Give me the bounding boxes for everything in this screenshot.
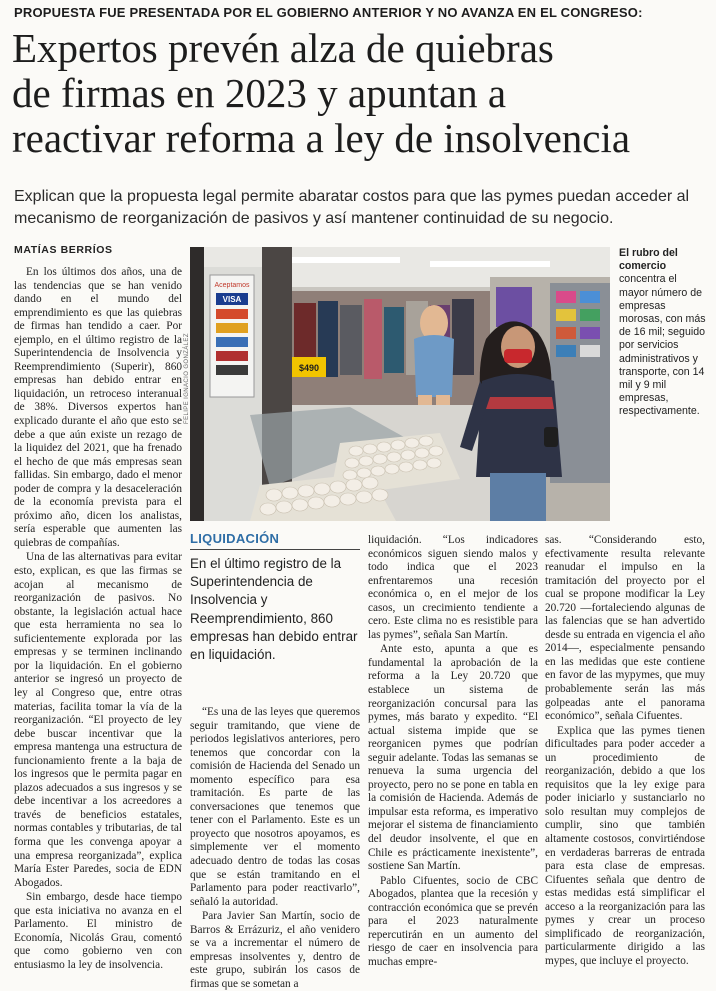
article-column-4 (545, 534, 705, 969)
paragraph: Ante esto, apunta a que es fundamental la aprobación de la reforma a la Ley 20.720 que establece un sistema de reorganización concursal para las pymes, más barato y expedito. “El actual sistema impide que se reorganicen pymes que podrían seguir adelante. Todas las semanas se renueva la suma urgencia del proyecto, pero no se pone en tabla en la comisión de Hacienda. Además de impulsar esta reforma, es imperativo mejorar el sistema de financiamiento del deudor insolvente, el que en Chile es prácticamente inexistente”, sostiene San Martín. (368, 643, 538, 873)
article-column-3 (368, 534, 538, 970)
paragraph: sas. “Considerando esto, efectivamente resulta relevante reanudar el impulso en la tramitación del proyecto por el cual se propone modificar la Ley 20.720 —fortaleciendo algunas de las falencias que se han advertido desde su entrada en vigencia el año 2014—, especialmente pensando en las medidas que este contiene en favor de las mypymes, que muy probablemente serán las más golpeadas ante el panorama económico”, señala Cifuentes. (545, 534, 705, 723)
paragraph: Pablo Cifuentes, socio de CBC Abogados, plantea que la recesión y contracción económica que se prevén para el 2023 naturalmente repercutirán en un aumento del riesgo de caer en insolvencia para muchas empre- (368, 874, 538, 968)
paragraph: liquidación. “Los indicadores económicos siguen siendo malos y todo indica que el 2023 enfrentaremos una recesión económica o, en el mejor de los casos, un crecimiento tendiente a cero. Este clima no es resistible para las pymes”, señala San Martín. (368, 534, 538, 641)
price-tag-text: $490 (298, 363, 320, 373)
store-photo-illustration (190, 247, 610, 521)
article-column-2 (190, 706, 360, 991)
headline-line: de firmas en 2023 y apuntan a (12, 70, 507, 116)
sign-text: Aceptamos (214, 282, 250, 289)
photo-credit: FELIPE IGNACIO GONZÁLEZ (184, 333, 190, 424)
caption-bold: El rubro del comercio (619, 247, 678, 273)
store-photo (190, 247, 610, 521)
paragraph: Una de las alternativas para evitar esto, explican, es que las firmas se acojan al mecanismo de reorganización de pasivos. No obstante, la legislación actual hace que esta herramienta no sea lo suficientemente explorada por las empresas y se terminen inclinando por la liquidación. En el gobierno anterior se ingresó un proyecto de ley al Congreso que, entre otras materias, facilita tomar la vía de la reorganización. “El proyecto de ley debe buscar incentivar que la empresa mantenga una estructura de funcionamiento frente a la baja de los ingresos que le permita pagar en plazos adecuados a sus ingresos y se debe incentivar a los acreedores a través de beneficios estatales, normas contables y tributarias, de tal forma que les convenga apoyar a una empresa reorganizada”, explica María Ester Paredes, socia de EDN Abogados. (14, 551, 182, 889)
deck: Explican que la propuesta legal permite abaratar costos para que las pymes puedan acceder al mecanismo de reorganización de pasivos y así mantener continuidad de su negocio. (14, 188, 690, 227)
photo-caption (619, 247, 709, 419)
paragraph: Explica que las pymes tienen dificultades para poder acceder a un procedimiento de reorganización, debido a que los requisitos que la ley exige para poder iniciarlo y sustanciarlo no solo resultan muy complejos de cumplir, sino que también altamente costosos, convirtiéndose en verdaderas barreras de entrada para esta clase de empresas. Cifuentes señala que dentro de estas medidas está simplificar el acceso a la reorganización para las pymes y crear un proceso simplificado de reorganización, particularmente dirigido a las mypes, que incluye el proyecto. (545, 724, 705, 967)
caption-text: concentra el mayor número de empresas morosas, con más de 16 mil; seguido por servicios administrativos y transporte, con 14 mil y 9 mil empresas, respectivamente. (619, 273, 706, 418)
paragraph: Para Javier San Martín, socio de Barros & Errázuriz, el año venidero se va a incrementar el número de empresas insolventes y, dentro de este grupo, subirán los casos de firmas que se sometan a (190, 910, 360, 990)
pull-quote (190, 531, 360, 664)
pull-quote-divider (190, 549, 360, 550)
headline-line: Expertos prevén alza de quiebras (12, 25, 554, 71)
paragraph: Sin embargo, desde hace tiempo que esta iniciativa no avanza en el Parlamento. El ministro de Economía, Nicolás Grau, comentó que como gobierno ven con entusiasmo la ley de insolvencia. (14, 891, 182, 971)
headline (12, 26, 712, 161)
pull-quote-title: LIQUIDACIÓN (190, 531, 280, 546)
pull-quote-text: En el último registro de la Superintendencia de Insolvencia y Reemprendimiento, 860 empresas han debido entrar en liquidación. (190, 556, 358, 663)
headline-line: reactivar reforma a ley de insolvencia (12, 115, 631, 161)
paragraph: En los últimos dos años, una de las tendencias que se han venido dando en el mundo del emprendimiento es que las quiebras de firmas han tendido a caer. Por ejemplo, en el último registro de la Superintendencia de Insolvencia y Reemprendimiento (Superir), 860 empresas han debido entrar en liquidación, un retroceso interanual de 38%. Diversos expertos han explicado durante el año que esto se debe a que aún existe un rezago de la liquidez del 2021, que ha frenado el hecho de que más empresas sean fallidas. Sin embargo, dado el menor poder de compra y la desaceleración de la economía prevista para el próximo año, dicen los analistas, sería esperable que aumenten las quiebras de compañías. (14, 266, 182, 549)
kicker: PROPUESTA FUE PRESENTADA POR EL GOBIERNO ANTERIOR Y NO AVANZA EN EL CONGRESO: (14, 5, 643, 20)
article-column-1 (14, 266, 182, 972)
visa-text: VISA (222, 295, 242, 304)
paragraph: “Es una de las leyes que queremos seguir tramitando, que viene de periodos legislativos anteriores, pero tenemos que concordar con la comisión de Hacienda del Senado un momento específico para esa tramitación. Es parte de las conversaciones que tenemos que tener con el Parlamento. Este es un proyecto que nosotros apoyamos, es simplemente ver el momento adecuado dentro de todas las cosas que se están tramitando en el Parlamento para poder reactivarlo”, señaló la autoridad. (190, 706, 360, 908)
byline: MATÍAS BERRÍOS (14, 244, 113, 256)
